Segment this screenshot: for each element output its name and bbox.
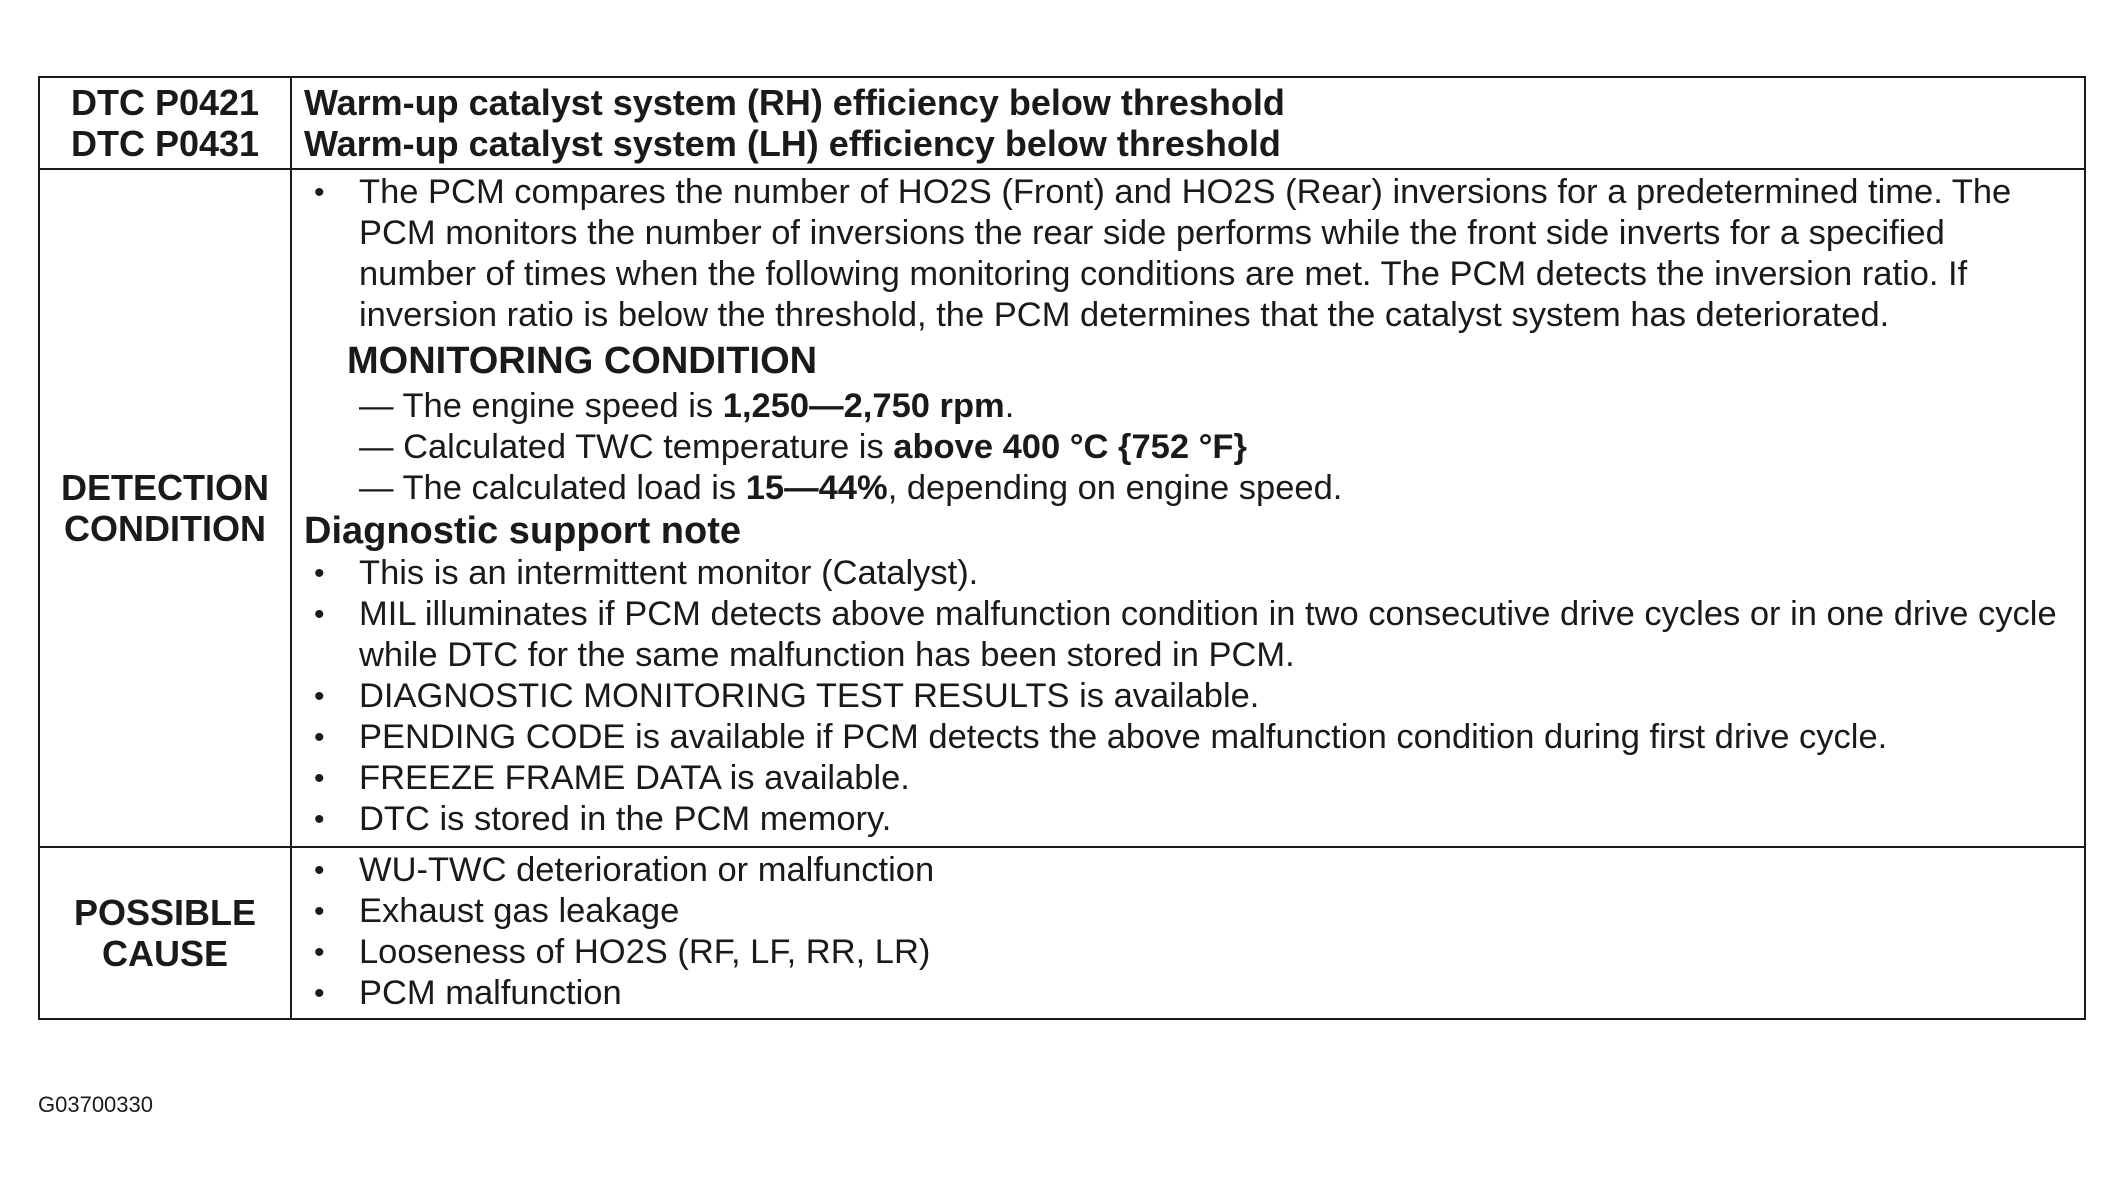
detection-row <box>39 169 2085 847</box>
bullet-icon: • <box>314 762 325 795</box>
possible-cause-label: POSSIBLE CAUSE <box>39 847 291 1019</box>
bullet-icon: • <box>314 557 325 590</box>
bullet-icon: • <box>314 936 325 969</box>
dtc-description-lh: Warm-up catalyst system (LH) efficiency below threshold <box>304 123 1281 164</box>
list-item: • WU-TWC deterioration or malfunction <box>314 851 935 889</box>
possible-cause-content <box>291 847 2085 1019</box>
list-item: • PCM malfunction <box>314 974 622 1012</box>
bullet-icon: • <box>314 854 325 887</box>
bullet-icon: • <box>314 598 325 631</box>
dtc-code-p0431: DTC P0431 <box>70 123 260 164</box>
bullet-icon: • <box>314 803 325 836</box>
list-item: • PENDING CODE is available if PCM detects the above malfunction condition during first drive cycle. <box>314 718 1888 756</box>
condition-engine-speed: — The engine speed is 1,250—2,750 rpm. <box>359 387 1015 425</box>
list-item: • MIL illuminates if PCM detects above malfunction condition in two consecutive drive cycles or in one drive cycle while DTC for the same malfunction has been stored in PCM. <box>314 595 2057 674</box>
diagnostic-notes-list <box>304 553 2070 840</box>
bullet-icon: • <box>314 977 325 1010</box>
figure-id: G03700330 <box>38 1092 153 1117</box>
dtc-table <box>38 76 2086 1020</box>
dtc-code-p0421: DTC P0421 <box>70 82 260 123</box>
bullet-icon: • <box>314 176 325 209</box>
dtc-descriptions-cell <box>291 77 2085 169</box>
header-row <box>39 77 2085 169</box>
condition-calculated-load: — The calculated load is 15—44%, depending on engine speed. <box>359 469 1343 507</box>
bullet-icon: • <box>314 895 325 928</box>
intro-list <box>304 172 2070 336</box>
bullet-icon: • <box>314 680 325 713</box>
dtc-codes-cell <box>39 77 291 169</box>
diagnostic-support-note-heading: Diagnostic support note <box>304 510 741 552</box>
intro-text: The PCM compares the number of HO2S (Front) and HO2S (Rear) inversions for a predetermined time. The PCM monitors the number of inversions the rear side performs while the front side inverts for a specified number of times when the following monitoring conditions are met. The PCM detects the inversion ratio. If inversion ratio is below the threshold, the PCM determines that the catalyst system has deteriorated. <box>359 173 2012 334</box>
monitoring-conditions-list <box>359 386 2070 509</box>
possible-causes-list <box>304 850 2070 1014</box>
list-item <box>304 172 2070 336</box>
list-item: • DIAGNOSTIC MONITORING TEST RESULTS is available. <box>314 677 1260 715</box>
monitoring-condition-heading: MONITORING CONDITION <box>347 340 818 382</box>
list-item: • Exhaust gas leakage <box>314 892 680 930</box>
detection-condition-label: DETECTION CONDITION <box>39 169 291 847</box>
list-item: • This is an intermittent monitor (Catalyst). <box>314 554 979 592</box>
dtc-description-rh: Warm-up catalyst system (RH) efficiency below threshold <box>304 82 1285 123</box>
list-item: • FREEZE FRAME DATA is available. <box>314 759 910 797</box>
bullet-icon: • <box>314 721 325 754</box>
list-item: • Looseness of HO2S (RF, LF, RR, LR) <box>314 933 931 971</box>
possible-cause-row <box>39 847 2085 1019</box>
condition-twc-temperature: — Calculated TWC temperature is above 400 °C {752 °F} <box>359 428 1247 466</box>
detection-condition-content <box>291 169 2085 847</box>
list-item: • DTC is stored in the PCM memory. <box>314 800 892 838</box>
